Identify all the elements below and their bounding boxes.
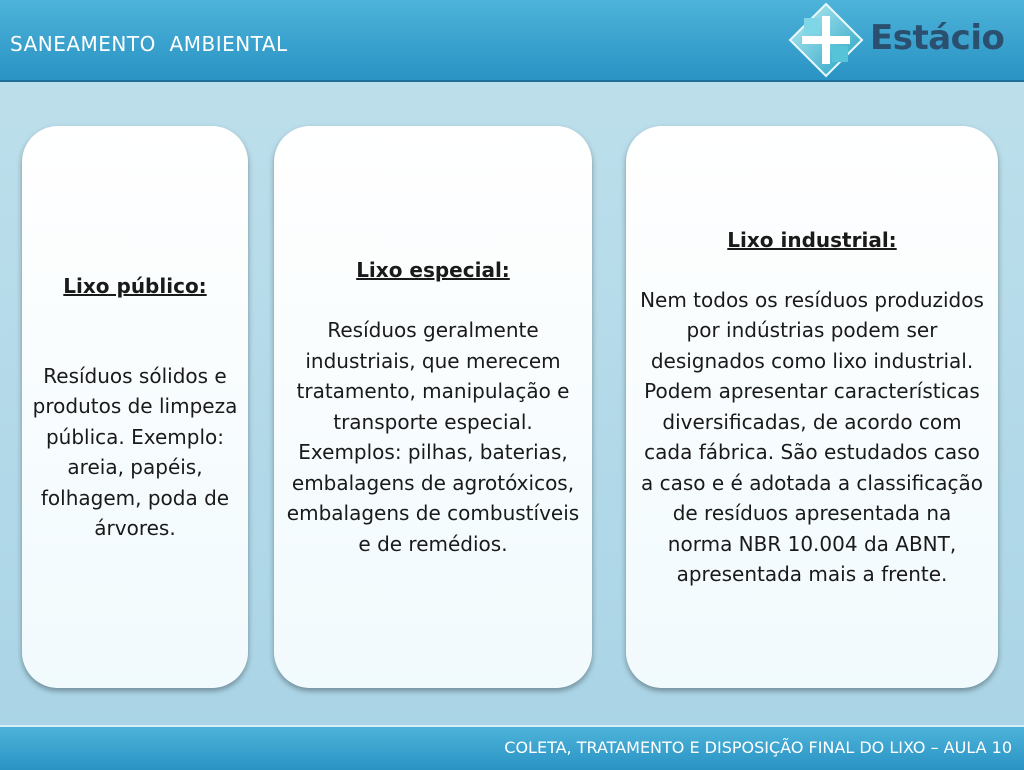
card-title: Lixo industrial:	[727, 227, 897, 252]
card-title: Lixo especial:	[356, 258, 510, 282]
slide-title: SANEAMENTO AMBIENTAL	[10, 32, 288, 56]
card-lixo-publico	[22, 126, 248, 688]
card-lixo-especial	[274, 126, 592, 688]
footer-bar	[0, 725, 1024, 770]
header-bar	[0, 0, 1024, 82]
estacio-logo	[788, 2, 1020, 78]
estacio-logo-mark-icon	[788, 2, 864, 78]
card-body: Nem todos os resíduos produzidos por indústrias podem ser designados como lixo industrial. Podem apresentar características diversificadas, de acordo com cada fábrica. São estudados caso a caso e é adotada a classificação de resíduos apresentada na norma NBR 10.004 da ABNT, apresentada mais a frente.	[640, 287, 984, 586]
card-lixo-industrial	[626, 126, 998, 688]
card-body: Resíduos sólidos e produtos de limpeza pública. Exemplo: areia, papéis, folhagem, poda de árvores.	[32, 363, 238, 540]
card-body: Resíduos geralmente industriais, que merecem tratamento, manipulação e transporte especial. Exemplos: pilhas, baterias, embalagens de agrotóxicos, embalagens de combustíveis e de remédios.	[286, 318, 580, 556]
footer-text: COLETA, TRATAMENTO E DISPOSIÇÃO FINAL DO LIXO – AULA 10	[504, 738, 1012, 757]
card-title: Lixo público:	[63, 273, 207, 298]
logo-text: Estácio	[870, 18, 1005, 58]
